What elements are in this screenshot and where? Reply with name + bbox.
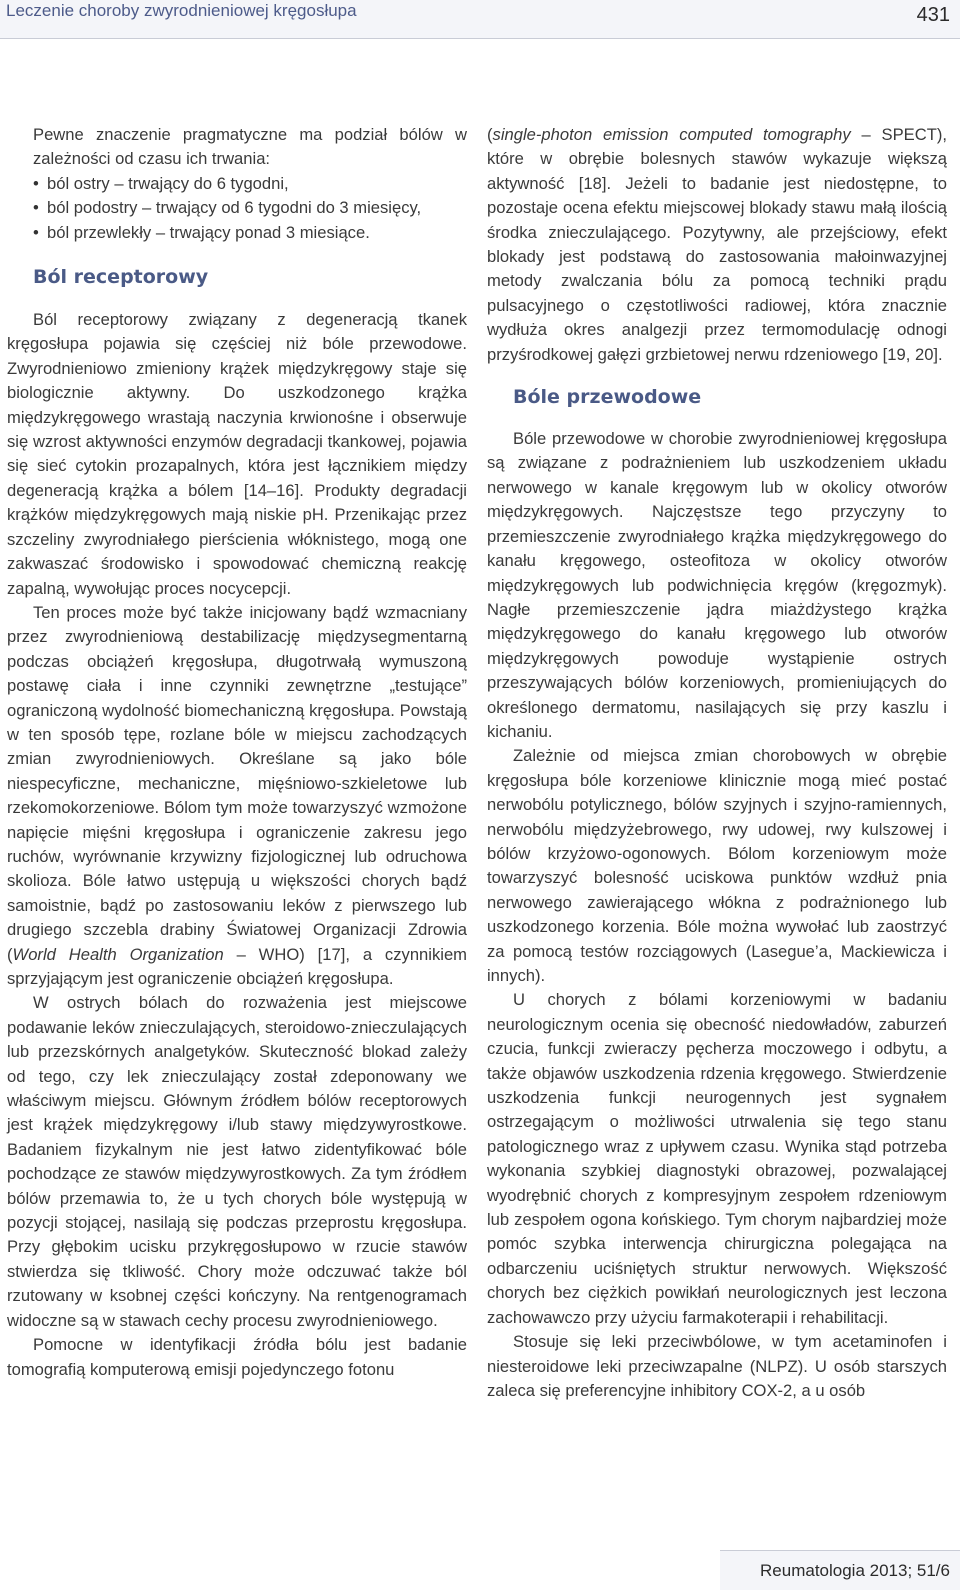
section-heading-receptor-pain: Ból receptorowy [33,266,209,289]
italic-term: single-photon emission computed tomography [492,125,851,144]
paragraph: (single-photon emission computed tomography – SPECT), które w obrębie bolesnych stawów wykazuje większą aktywność [18]. Jeżeli to badanie jest niedostępne, to pozostaje ocena efektu miejscowej blokady stawu małą ilością środka znieczulającego. Pozytywny, ale przejściowy, efekt blokady jest podstawą do zastosowania małoinwazyjnej metody zwalczania bólu za pomocą techniki prądu pulsacyjnego o częstotliwości radiowej, która znacznie wydłuża okres analgezji przez termomodulację odnogi przyśrodkowej gałęzi grzbietowej nerwu rdzeniowego [19, 20]. [487,125,947,364]
paragraph: U chorych z bólami korzeniowymi w badaniu neurologicznym ocenia się obecność niedowładów, zaburzeń czucia, funkcji zwieraczy pęcherza moczowego i odbytu, a także objawów uszkodzenia rdzenia kręgowego. Stwierdzenie uszkodzenia funkcji neurogennych jest sygnałem ostrzegającym o możliwości utrwalenia się tego stanu patologicznego wraz z upływem czasu. Wynika stąd potrzeba wykonania szybkiej diagnostyki obrazowej, pozwalającej wyodrębnić chorych z kompresyjnym zespołem rdzeniowym lub zespołem ogona końskiego. Tym chorym najbardziej może pomóc szybka interwencja chirurgiczna polegająca na odbarczeniu uciśniętych struktur nerwowych. Większość chorych bez ciężkich powikłań neurologicznych jest leczona zachowawczo przy użyciu farmakoterapii i rehabilitacji. [487,990,947,1327]
italic-term: World Health Organization [12,944,224,964]
duration-list [33,172,467,245]
paragraph: Pomocne w identyfikacji źródła bólu jest badanie tomografią komputerową emisji pojedynczego fotonu [7,1335,467,1379]
running-title: Leczenie choroby zwyrodnieniowej kręgosłupa [6,1,357,20]
paragraph: Ten proces może być także inicjowany bądź wzmacniany przez zwyrodnieniową destabilizację międzysegmentarną podczas obciążeń kręgosłupa, długotrwałą wymuszoną postawę ciała i inne czynniki zewnętrzne „testujące” ograniczoną wydolność biomechaniczną kręgosłupa. Powstają w ten sposób tępe, rozlane bóle w miejscu zachodzących zmian zwyrodnieniowych. Określane są jako bóle niespecyficzne, mechaniczne, mięśniowo-szkieletowe lub rzekomokorzeniowe. Bólom tym może towarzyszyć wzmożone napięcie mięśni kręgosłupa i ograniczenie zakresu jego ruchów, wyrównanie krzywizny fizjologicznej lub odruchowa skolioza. Bóle łatwo ustępują u większości chorych bądź samoistnie, bądź po zastosowaniu leków z pierwszego lub drugiego szczebla drabiny Światowej Organizacji Zdrowia (World Health Organization – WHO) [17], a czynnikiem sprzyjającym jest ograniczenie obciążeń kręgosłupa. [7,602,467,988]
list-item: • ból podostry – trwający od 6 tygodni do 3 miesięcy, [33,196,467,220]
page-number: 431 [916,4,950,26]
paragraph: Zależnie od miejsca zmian chorobowych w obrębie kręgosłupa bóle korzeniowe klinicznie mogą mieć postać nerwobólu potylicznego, bólów szyjnych i szyjno-ramiennych, nerwobólu międzyżebrowego, rwy udowej, rwy kulszowej i bólów krzyżowo-ogonowych. Bólom korzeniowym może towarzyszyć bolesność uciskowa punktów wzdłuż pnia nerwowego zawierającego włókna z podrażnionego lub uszkodzonego korzenia. Bóle można wywołać lub zaostrzyć za pomocą testów rozciągowych (Lasegue’a, Mackiewicza i innych). [487,746,947,985]
left-column [7,123,467,1382]
paragraph: Ból receptorowy związany z degeneracją tkanek kręgosłupa pojawia się częściej niż bóle przewodowe. Zwyrodnieniowo zmieniony krążek międzykręgowy staje się biologicznie aktywny. Do uszkodzonego krążka międzykręgowego wrastają naczynia krwionośne i obserwuje się wzrost aktywności enzymów degradacji tkankowej, pojawia się sieć cytokin prozapalnych, która jest łącznikiem między degeneracją krążka a bólem [14–16]. Produkty degradacji krążków międzykręgowych mają niskie pH. Przenikając przez szczeliny zwyrodniałego pierścienia włóknistego, mogą one zakwaszać środowisko i spowodować chemiczną reakcję zapalną, wywołując proces nocycepcji. [7,310,467,598]
paragraph: Bóle przewodowe w chorobie zwyrodnieniowej kręgosłupa są związane z podrażnieniem lub uszkodzeniem układu nerwowego w kanale kręgowym lub w okolicy otworów międzykręgowych. Najczęstsze tego przyczyny to przemieszczenie zwyrodniałego krążka międzykręgowego do kanału kręgowego, osteofitoza w okolicy otworów międzykręgowych lub podwichnięcia kręgów (kręgozmyk). Nagłe przemieszczenie jądra miażdżystego krążka międzykręgowego do kanału kręgowego lub otworów międzykręgowych powoduje wystąpienie ostrych przeszywających bólów korzeniowych, promieniujących do określonego dermatomu, nasilających się przy kaszlu i kichaniu. [487,429,947,741]
journal-info: Reumatologia 2013; 51/6 [760,1561,950,1580]
list-item: • ból ostry – trwający do 6 tygodni, [33,172,467,196]
intro-block [7,123,467,245]
right-column [487,123,947,1403]
list-item: • ból przewlekły – trwający ponad 3 miesiące. [33,221,467,245]
page-footer [720,1550,960,1590]
intro-text: Pewne znaczenie pragmatyczne ma podział bólów w zależności od czasu ich trwania: [33,125,467,169]
section-heading-conduction-pain: Bóle przewodowe [513,386,702,409]
paragraph: W ostrych bólach do rozważenia jest miejscowe podawanie leków znieczulających, steroidowo-znieczulających lub przezskórnych analgetyków. Skuteczność blokad zależy od tego, czy lek znieczulający został zdeponowany we właściwym miejscu. Głównym źródłem bólów receptorowych jest krążek międzykręgowy i/lub stawy międzywyrostkowe. Badaniem fizykalnym nie jest łatwo zidentyfikować bóle pochodzące ze stawów międzywyrostkowych. Za tym źródłem bólów przemawia to, że u tych chorych bóle występują w pozycji stojącej, nasilają się podczas przeprostu kręgosłupa. Przy głębokim ucisku przykręgosłupowo w rzucie stawów stwierdza się tkliwość. Chory może odczuwać także ból rzutowany w ksobnej części kończyny. Na rentgenogramach widoczne są w stawach cechy procesu zwyrodnieniowego. [7,993,467,1330]
page-header [0,0,960,39]
paragraph: Stosuje się leki przeciwbólowe, w tym acetaminofen i niesteroidowe leki przeciwzapalne (NLPZ). U osób starszych zaleca się preferencyjne inhibitory COX-2, a u osób [487,1332,947,1400]
